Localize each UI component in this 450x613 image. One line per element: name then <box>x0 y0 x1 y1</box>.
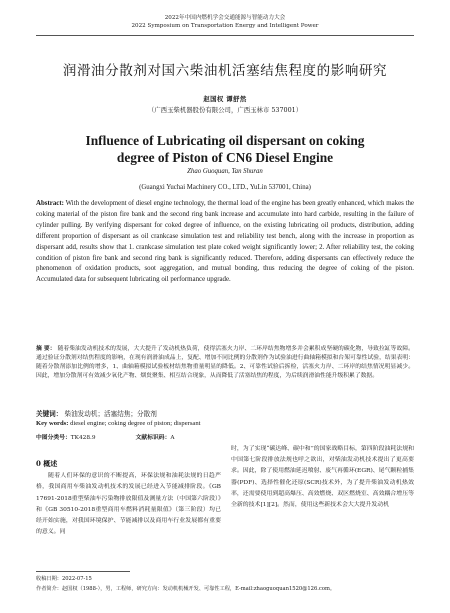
classification-line <box>36 432 414 441</box>
footnote-divider <box>36 571 130 572</box>
chinese-abstract-label: 摘 要： <box>36 346 56 352</box>
english-title-line1: Influence of Lubricating oil dispersant on coking <box>85 133 365 148</box>
section-heading: 0 概述 <box>36 459 58 468</box>
english-keywords-label: Key words: <box>36 420 69 427</box>
chinese-title: 润滑油分散剂对国六柴油机活塞结焦程度的影响研究 <box>62 63 388 79</box>
chinese-keywords <box>36 408 414 418</box>
english-keywords-text: diesel engine; coking degree of piston; dispersant <box>70 420 201 427</box>
chinese-authors: 赵国权 谭舒然 <box>203 95 247 103</box>
doc-code-value: A <box>170 435 175 441</box>
english-title <box>0 132 450 166</box>
chinese-keywords-text: 柴油发动机；活塞结焦；分散剂 <box>64 410 157 418</box>
body-column-right <box>231 444 414 511</box>
section-text-right: 时，为了实现“碳达峰、碳中和”的国家战略目标，第四阶段油耗法规和中国第七阶段排放法规也呼之欲出，对柴油发动机技术提出了更高要求。因此，除了使用燃油延迟喷射、废气再循环(EGR)、尾气颗粒捕集器(PDF)、选择性催化还原(SCR)技术外，为了提升柴油发动机热效率，还需要使用到超高爆压、高效燃烧、双区燃烧室、高效耦合增压等全新的技术[1][2]。然而，使用这些新技术会大大提升发动机 <box>231 446 414 509</box>
english-abstract-label: Abstract: <box>36 200 64 207</box>
clc-label: 中图分类号： <box>36 435 71 441</box>
conference-name-cn: 2022年中国内燃机学会交通能源与智能动力大会 <box>164 15 286 21</box>
english-keywords <box>36 420 414 427</box>
chinese-keywords-label: 关键词： <box>36 410 63 418</box>
doc-code-label: 文献标识码： <box>135 435 171 441</box>
body-column-left <box>36 458 221 538</box>
english-affiliation: (Guangxi Yuchai Machinery CO., LTD., YuLin 537001, China) <box>139 184 311 191</box>
header-divider <box>36 35 414 36</box>
chinese-abstract <box>36 345 414 381</box>
english-authors: Zhao Guoquan, Tan Shuran <box>187 168 263 175</box>
section-text-left: 随着人们环保的意识的不断提高，环保法规和油耗法规的日趋严格，我国商用车柴油发动机技术的发展已经进入节能减排阶段。《GB 17691-2018重型柴油车污染物排放限值及测量方法（中国第六阶段）》和《GB 30510-2018重型商用车燃料消耗量限值》（第三阶段）均已经开始实施，对我国环境保护、节能减排以及商用车行业发展都有重要的意义。同 <box>36 473 221 536</box>
conference-header <box>0 14 450 30</box>
clc-value: TK428.9 <box>70 435 96 441</box>
chinese-abstract-text: 随着柴油发动机技术的发展，大大提升了发动机热负荷，使得活塞火力岸、二环岸结焦物增多并会累积成坚硬的碳化物，导致拉缸等故障。通过验证分散剂对结焦程度的影响，在现有润滑油成品上，复配、增加不同比例的分散剂作为试验油进行曲轴箱模拟和台架可靠性试验，结果表明：随着分散剂添加比例的增多，1、曲轴箱模拟试验板材结焦物重量明显的降低。2、可靠性试验后拆检，活塞火力岸、二环岸的结焦情况明显减少。因此，增加分散剂可有效减少氧化产物、烟炱聚集、相互结合现象，从而降低了活塞结焦的程度，为后续润滑油性能升级积累了数据。 <box>36 346 414 379</box>
conference-name-en: 2022 Symposium on Transportation Energy and Intelligent Power <box>131 23 319 29</box>
chinese-affiliation: （广西玉柴机器股份有限公司，广西玉林市 537001） <box>147 106 303 114</box>
english-abstract <box>36 199 414 286</box>
footnote-received: 收稿日期：2022-07-15 <box>36 576 92 582</box>
english-abstract-text: With the development of diesel engine technology, the thermal load of the engine has been greatly enhanced, which makes the coking material of the piston fire bank and the second ring bank increase and accumulate into hard carbide, resulting in the failure of cylinder pulling. By verifying dispersant for coked degree of influence, on the existing lubricating oil products, distribution, adding different proportion of dispersant as oil crankcase simulation test and reliability test bench, along with the increase in proportion as dispersant add, results show that 1. crankcase simulation test plate coked weight significantly lower; 2. After reliability test, the coking condition of piston fire bank and second ring bank is significantly reduced. Therefore, adding dispersants can effectively reduce the phenomenon of oxidation products, soot aggregation, and mutual bonding, thus reducing the degree of coking of the piston. Accumulated data for subsequent lubricating oil performance upgrade. <box>36 200 414 284</box>
english-title-line2: degree of Piston of CN6 Diesel Engine <box>116 150 334 165</box>
footnote-author-info: 作者简介：赵国权（1988-），男，工程师，研究方向：发动机机械开发、可靠性工程，E-mail:zhaoguoquan1520@126.com。 <box>36 586 336 592</box>
